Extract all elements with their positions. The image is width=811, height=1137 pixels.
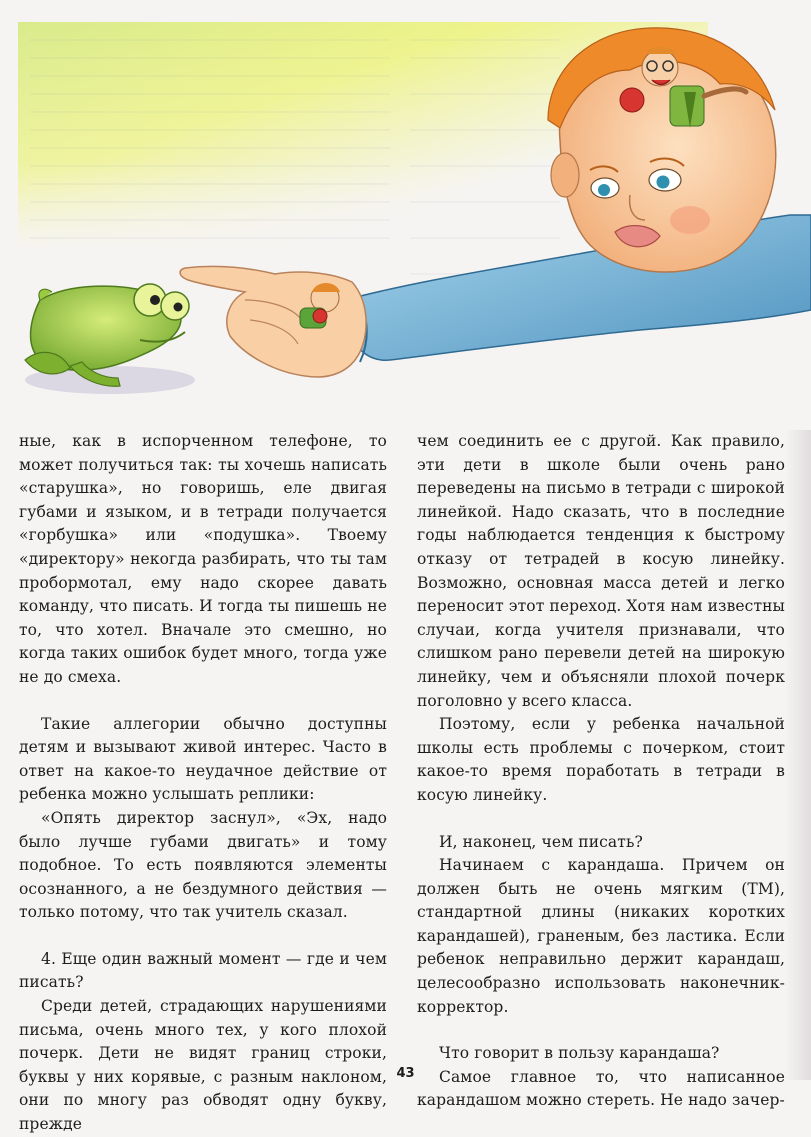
paragraph: Такие аллегории обычно доступны детям и вызывают живой интерес. Часто в ответ на какое-то неудачное действие от ребенка можно услышать реплики: [19, 714, 387, 804]
paragraph: 4. Еще один важный момент — где и чем писать? [19, 949, 387, 992]
paragraph: Самое главное то, что написанное карандашом можно стереть. Не надо зачер- [417, 1067, 785, 1110]
paragraph: Что говорит в пользу карандаша? [439, 1044, 720, 1063]
boy-head-icon [548, 28, 776, 272]
illustration-art [0, 0, 811, 430]
paragraph: чем соединить ее с другой. Как правило, эти дети в школе были очень рано переведены на письмо в тетради с широкой линейкой. Надо сказать, что в последние годы наблюдается тенденция к быстрому отказу от тетрадей в косую линейку. Возможно, основная масса детей и легко переносит этот переход. Хотя нам известны случаи, когда учителя признавали, что слишком рано перевели детей на широкую линейку, чем и объясняли плохой почерк поголовно у всего класса. [417, 432, 785, 710]
text-columns [0, 430, 811, 1134]
illustration [0, 0, 811, 430]
frog-icon [25, 284, 195, 394]
paragraph: Поэтому, если у ребенка начальной школы есть проблемы с почерком, стоит какое-то время поработать в тетради в косую линейку. [417, 715, 785, 804]
pointing-hand-icon [180, 266, 366, 377]
paragraph: Среди детей, страдающих нарушениями письма, очень много тех, у кого плохой почерк. Дети не видят границ строки, буквы у них корявые, с разным наклоном, они по многу раз обводят одну букву, прежде [19, 997, 387, 1134]
paragraph: ные, как в испорченном телефоне, то может получиться так: ты хочешь написать «старушка», но говоришь, еле двигая губами и языком, и в тетради получается «горбушка» или «подушка». Твоему «директору» некогда разбирать, что ты там пробормотал, ему надо скорее давать команду, что писать. И тогда ты пишешь не то, что хотел. Вначале это смешно, но когда таких ошибок будет много, тогда уже не до смеха. [19, 432, 387, 686]
paragraph: «Опять директор заснул», «Эх, надо было лучше губами двигать» и тому подобное. То есть появляются элементы осознанного, а не бездумного действия — только потому, что так учитель сказал. [19, 808, 387, 922]
left-column [19, 430, 387, 1137]
right-column [417, 430, 785, 1113]
paragraph: И, наконец, чем писать? [439, 832, 643, 851]
page-number: 43 [396, 1066, 415, 1081]
paragraph: Начинаем с карандаша. Причем он должен быть не очень мягким (ТМ), стандартной длины (никаких коротких карандашей), граненым, без ластика. Если ребенок неправильно держит карандаш, целесообразно использовать наконечник-корректор. [417, 856, 785, 1016]
